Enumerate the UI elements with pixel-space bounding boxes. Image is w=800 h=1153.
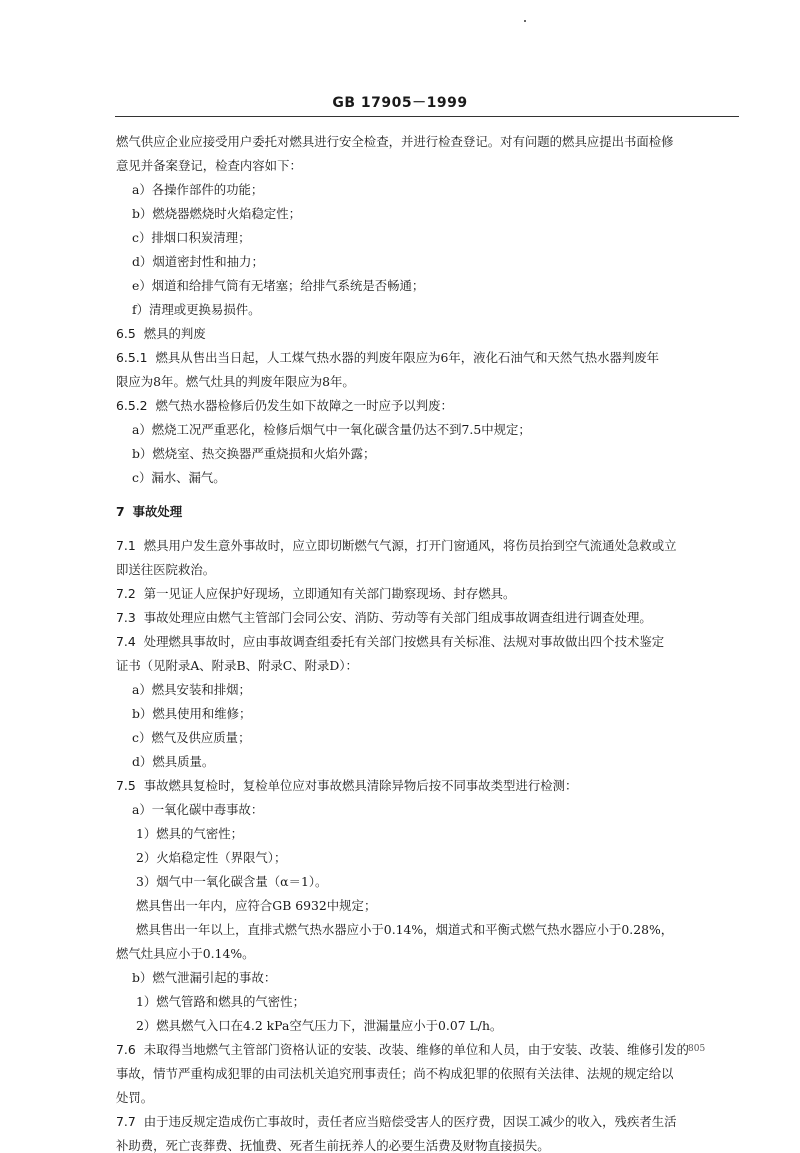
standard-number-header: GB 17905－1999: [332, 95, 468, 111]
page-number: 805: [688, 1044, 706, 1054]
clause-7-3: [116, 612, 652, 624]
clause-7-7: [116, 1116, 677, 1128]
header-rule: [115, 116, 739, 117]
clause-text: 燃气热水器检修后仍发生如下故障之一时应予以判废：: [155, 398, 453, 413]
clause-number: 7.6: [116, 1042, 136, 1057]
clause-number: 7.1: [116, 538, 136, 553]
list-item: a）燃具安装和排烟；: [132, 682, 251, 697]
clause-7-4: [116, 636, 664, 648]
section-title: 事故处理: [132, 504, 183, 519]
sub-list-item: 1）燃具的气密性；: [136, 826, 244, 841]
list-item: b）燃烧器燃烧时火焰稳定性；: [132, 206, 302, 221]
sub-list-item: 1）燃气管路和燃具的气密性；: [136, 994, 305, 1009]
paragraph-line: 事故，情节严重构成犯罪的由司法机关追究刑事责任；尚不构成犯罪的依照有关法律、法规的规定给以: [116, 1066, 674, 1081]
sub-list-item: 2）燃具燃气入口在4.2 kPa空气压力下，泄漏量应小于0.07 L/h。: [136, 1018, 503, 1033]
clause-number: 6.5.1: [116, 350, 148, 365]
paragraph-line: 限应为8年。燃气灶具的判废年限应为8年。: [116, 374, 355, 389]
clause-text: 未取得当地燃气主管部门资格认证的安装、改装、维修的单位和人员，由于安装、改装、维修引发的: [143, 1042, 689, 1057]
clause-number: 7.3: [116, 610, 136, 625]
paragraph-line: 燃具售出一年以上，直排式燃气热水器应小于0.14%，烟道式和平衡式燃气热水器应小于0.28%，: [136, 922, 674, 937]
paragraph-line: 补助费，死亡丧葬费、抚恤费、死者生前抚养人的必要生活费及财物直接损失。: [116, 1138, 550, 1153]
clause-6-5: [116, 328, 206, 340]
list-item: c）漏水、漏气。: [132, 470, 226, 485]
paragraph-line: 燃具售出一年内，应符合GB 6932中规定；: [136, 898, 377, 913]
clause-number: 6.5.2: [116, 398, 148, 413]
clause-text: 第一见证人应保护好现场，立即通知有关部门勘察现场、封存燃具。: [143, 586, 516, 601]
clause-text: 处理燃具事故时，应由事故调查组委托有关部门按燃具有关标准、法规对事故做出四个技术鉴定: [143, 634, 665, 649]
clause-7-1: [116, 540, 677, 552]
clause-text: 燃具从售出当日起，人工煤气热水器的判废年限应为6年，液化石油气和天然气热水器判废年: [155, 350, 660, 365]
section-number: 7: [116, 504, 125, 519]
clause-text: 事故处理应由燃气主管部门会同公安、消防、劳动等有关部门组成事故调查组进行调查处理。: [143, 610, 652, 625]
clause-number: 6.5: [116, 326, 136, 341]
clause-number: 7.2: [116, 586, 136, 601]
paragraph-line: 处罚。: [116, 1090, 154, 1105]
paragraph-line: 意见并备案登记，检查内容如下：: [116, 158, 302, 173]
list-item: f）清理或更换易损件。: [132, 302, 261, 317]
clause-6-5-1: [116, 352, 659, 364]
clause-7-5: [116, 780, 577, 792]
clause-text: 燃具用户发生意外事故时，应立即切断燃气气源，打开门窗通风，将伤员抬到空气流通处急救或立: [143, 538, 677, 553]
list-item: a）燃烧工况严重恶化，检修后烟气中一氧化碳含量仍达不到7.5中规定；: [132, 422, 531, 437]
sub-list-item: 2）火焰稳定性（界限气）；: [136, 850, 287, 865]
clause-text: 事故燃具复检时，复检单位应对事故燃具清除异物后按不同事故类型进行检测：: [143, 778, 578, 793]
paragraph-line: 证书（见附录A、附录B、附录C、附录D）：: [116, 658, 358, 673]
clause-text: 由于违反规定造成伤亡事故时，责任者应当赔偿受害人的医疗费，因误工减少的收入，残疾者生活: [143, 1114, 677, 1129]
paragraph-line: 燃气供应企业应接受用户委托对燃具进行安全检查，并进行检查登记。对有问题的燃具应提出书面检修: [116, 134, 674, 149]
list-item: c）燃气及供应质量；: [132, 730, 251, 745]
list-item: e）烟道和给排气筒有无堵塞；给排气系统是否畅通；: [132, 278, 425, 293]
clause-number: 7.4: [116, 634, 136, 649]
clause-number: 7.7: [116, 1114, 136, 1129]
paragraph-line: 燃气灶具应小于0.14%。: [116, 946, 255, 961]
clause-number: 7.5: [116, 778, 136, 793]
paragraph-line: 即送往医院救治。: [116, 562, 216, 577]
list-item: b）燃烧室、热交换器严重烧损和火焰外露；: [132, 446, 376, 461]
clause-7-2: [116, 588, 515, 600]
list-item: a）各操作部件的功能；: [132, 182, 264, 197]
list-item: b）燃具使用和维修；: [132, 706, 252, 721]
clause-6-5-2: [116, 400, 453, 412]
clause-title: 燃具的判废: [143, 326, 206, 341]
list-item: c）排烟口积炭清理；: [132, 230, 251, 245]
scan-speck: [524, 20, 526, 22]
sub-list-item: 3）烟气中一氧化碳含量（α＝1）。: [136, 874, 328, 889]
list-item: d）燃具质量。: [132, 754, 215, 769]
clause-7-6: [116, 1044, 689, 1056]
list-item: b）燃气泄漏引起的事故：: [132, 970, 277, 985]
section-7-heading: [116, 506, 182, 518]
list-item: a）一氧化碳中毒事故：: [132, 802, 264, 817]
list-item: d）烟道密封性和抽力；: [132, 254, 264, 269]
